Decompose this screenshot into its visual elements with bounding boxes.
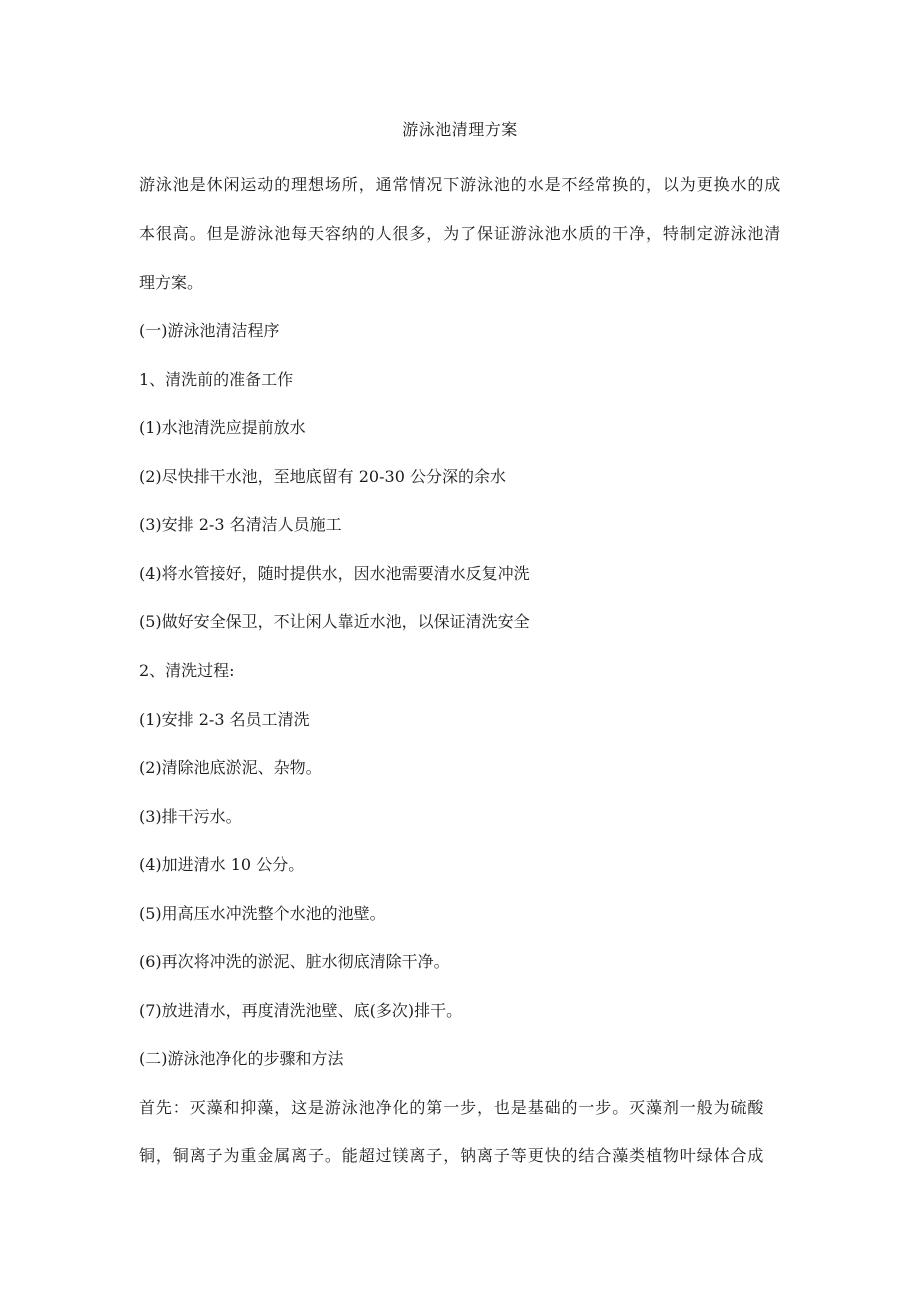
prep-item: (5)做好安全保卫，不让闲人靠近水池，以保证清洗安全 [139,612,530,631]
process-item: (5)用高压水冲洗整个水池的池壁。 [139,904,386,923]
purify-line-1: 首先：灭藻和抑藻，这是游泳池净化的第一步，也是基础的一步。灭藻剂一般为硫酸 [139,1098,765,1117]
section2-heading: (二)游泳池净化的步骤和方法 [139,1049,344,1068]
process-item: (4)加进清水 10 公分。 [139,855,305,874]
prep-item: (4)将水管接好，随时提供水，因水池需要清水反复冲洗 [139,564,530,583]
intro-line-3: 理方案。 [139,273,204,292]
intro-line-2: 本很高。但是游泳池每天容纳的人很多，为了保证游泳池水质的干净，特制定游泳池清 [139,224,782,243]
process-item: (1)安排 2-3 名员工清洗 [139,710,310,729]
process-item: (7)放进清水，再度清洗池壁、底(多次)排干。 [139,1001,463,1020]
process-item: (2)清除池底淤泥、杂物。 [139,758,322,777]
prep-item: (1)水池清洗应提前放水 [139,418,306,437]
process-heading: 2、清洗过程: [139,661,235,680]
document-title: 游泳池清理方案 [402,120,518,139]
section1-heading: (一)游泳池清洁程序 [139,321,280,340]
process-item: (6)再次将冲洗的淤泥、脏水彻底清除干净。 [139,952,450,971]
process-item: (3)排干污水。 [139,807,242,826]
prep-item: (2)尽快排干水池，至地底留有 20-30 公分深的余水 [139,467,506,486]
prep-heading: 1、清洗前的准备工作 [139,370,294,389]
intro-line-1: 游泳池是休闲运动的理想场所，通常情况下游泳池的水是不经常换的，以为更换水的成 [139,175,782,194]
prep-item: (3)安排 2-3 名清洁人员施工 [139,515,342,534]
purify-line-2: 铜，铜离子为重金属离子。能超过镁离子，钠离子等更快的结合藻类植物叶绿体合成 [139,1146,765,1165]
